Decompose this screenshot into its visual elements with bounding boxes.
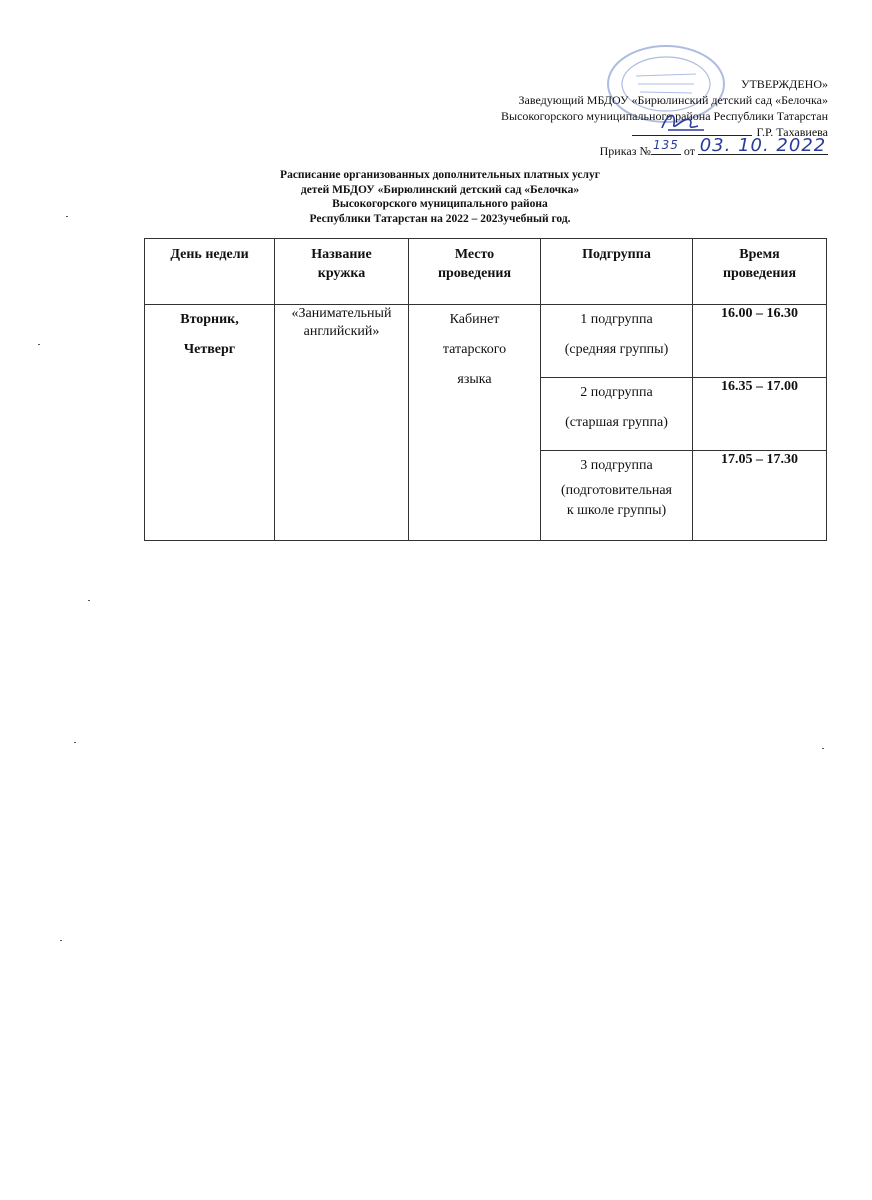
scan-speck (822, 748, 824, 749)
header-club: Название кружка (275, 239, 409, 305)
order-number: 135 (652, 138, 679, 152)
day-cell: Вторник, Четверг (145, 305, 275, 541)
time-cell-3: 17.05 – 17.30 (693, 451, 827, 541)
order-number-blank (651, 138, 681, 155)
subgroup-cell-3: 3 подгруппа (подготовительная к школе группы) (541, 451, 693, 541)
approved-label: УТВЕРЖДЕНО» (740, 77, 828, 91)
document-title (240, 168, 640, 226)
order-row (599, 135, 828, 159)
schedule-table (144, 238, 827, 541)
order-date-blank (698, 135, 828, 156)
title-line-4: Республики Татарстан на 2022 – 2023учебный год. (309, 212, 571, 225)
title-line-2: детей МБДОУ «Бирюлинский детский сад «Белочка» (300, 183, 580, 196)
header-time: Время проведения (693, 239, 827, 305)
header-subgroup: Подгруппа (541, 239, 693, 305)
club-cell: «Занимательный английский» (275, 305, 409, 541)
table-row (145, 305, 827, 378)
scan-speck (74, 742, 76, 743)
head-name: Г.Р. Тахавиева (756, 125, 828, 139)
position-line-1: Заведующий МБДОУ «Бирюлинский детский сад «Белочка» (518, 93, 828, 107)
position-line-2: Высокогорского муниципального района Республики Татарстан (501, 109, 828, 123)
subgroup-cell-1: 1 подгруппа (средняя группы) (541, 305, 693, 378)
order-from-label: от (683, 144, 695, 158)
time-cell-2: 16.35 – 17.00 (693, 378, 827, 451)
scan-speck (66, 216, 68, 217)
place-cell: Кабинет татарского языка (409, 305, 541, 541)
subgroup-cell-2: 2 подгруппа (старшая группа) (541, 378, 693, 451)
approval-block (501, 76, 828, 140)
order-label: Приказ № (599, 144, 651, 158)
scan-speck (88, 600, 90, 601)
header-day: День недели (145, 239, 275, 305)
title-line-3: Высокогорского муниципального района (332, 198, 548, 211)
table-header-row (145, 239, 827, 305)
order-date: 03. 10. 2022 (699, 135, 827, 156)
scan-speck (38, 344, 40, 345)
header-place: Место проведения (409, 239, 541, 305)
time-cell-1: 16.00 – 16.30 (693, 305, 827, 378)
scan-speck (60, 940, 62, 941)
title-line-1: Расписание организованных дополнительных платных услуг (280, 169, 600, 181)
